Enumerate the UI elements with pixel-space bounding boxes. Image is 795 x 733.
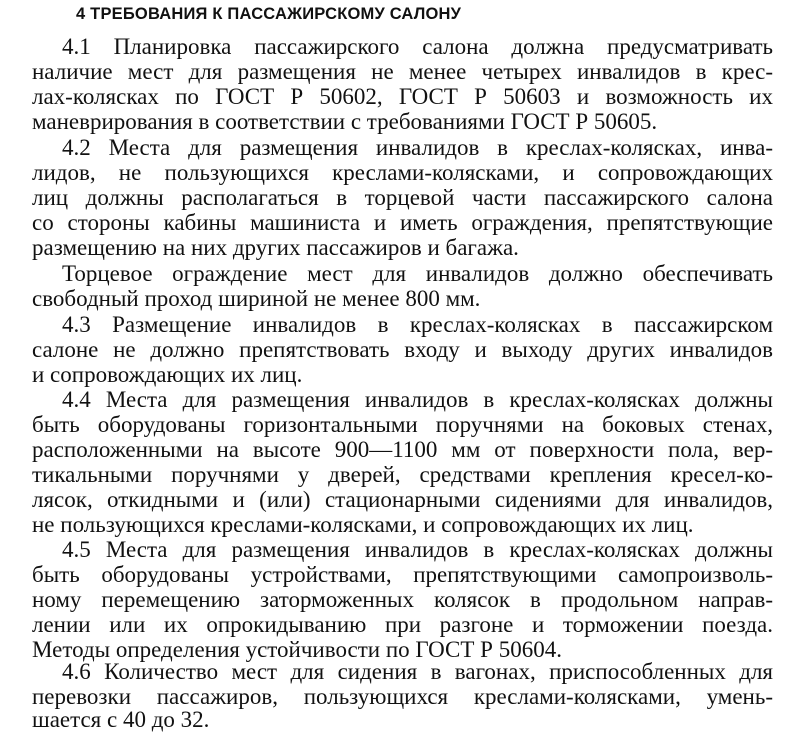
section-heading: 4 ТРЕБОВАНИЯ К ПАССАЖИРСКОМУ САЛОНУ (76, 5, 462, 23)
paragraph-4-5-line-5: Методы определения устойчивости по ГОСТ Р 50604. (32, 637, 562, 662)
paragraph-4-4-line-2: быть оборудованы горизонтальными поручнями на боковых стенах, (32, 412, 773, 437)
paragraph-4-6-line-2: перевозки пассажиров, пользующихся креслами-колясками, умень- (32, 684, 773, 709)
paragraph-4-5-line-3: ному перемещению заторможенных колясок в продольном направ- (32, 587, 773, 612)
paragraph-4-2-line-4: со стороны кабины машиниста и иметь ограждения, препятствующие (32, 210, 773, 235)
paragraph-4-4-line-6: не пользующихся креслами-колясками, и сопровождающих их лиц. (32, 512, 694, 537)
paragraph-4-5-line-2: быть оборудованы устройствами, препятствующими самопроизволь- (32, 562, 773, 587)
paragraph-4-5-line-4: лении или их опрокидыванию при разгоне и торможении поезда. (32, 612, 773, 637)
paragraph-4-1-line-1: 4.1 Планировка пассажирского салона должна предусматривать (62, 34, 773, 59)
paragraph-4-3-line-1: 4.3 Размещение инвалидов в креслах-колясках в пассажирском (62, 312, 773, 337)
paragraph-4-4-line-3: расположенными на высоте 900—1100 мм от поверхности пола, вер- (32, 437, 773, 462)
paragraph-4-4-line-1: 4.4 Места для размещения инвалидов в креслах-колясках должны (62, 387, 773, 412)
paragraph-4-6-line-3: шается с 40 до 32. (32, 707, 210, 732)
paragraph-4-2-line-5: размещению на них других пассажиров и багажа. (32, 235, 519, 260)
paragraph-4-2-line-3: лиц должны располагаться в торцевой части пассажирского салона (32, 185, 773, 210)
paragraph-4-4-line-4: тикальными поручнями у дверей, средствами крепления кресел-ко- (32, 462, 773, 487)
paragraph-4-5-line-1: 4.5 Места для размещения инвалидов в креслах-колясках должны (62, 537, 773, 562)
paragraph-4-1-line-2: наличие мест для размещения не менее четырех инвалидов в крес- (32, 59, 773, 84)
paragraph-4-3-line-3: и сопровождающих их лиц. (32, 362, 303, 387)
paragraph-4-1-line-3: лах-колясках по ГОСТ Р 50602, ГОСТ Р 50603 и возможность их (32, 84, 773, 109)
paragraph-4-1-line-4: маневрирования в соответствии с требованиями ГОСТ Р 50605. (32, 109, 658, 134)
paragraph-4-3-line-2: салоне не должно препятствовать входу и выходу других инвалидов (32, 337, 773, 362)
paragraph-4-2-line-2: лидов, не пользующихся креслами-колясками, и сопровождающих (32, 160, 773, 185)
paragraph-4-2-line-1: 4.2 Места для размещения инвалидов в креслах-колясках, инва- (62, 135, 773, 160)
paragraph-4-4-line-5: лясок, откидными и (или) стационарными сидениями для инвалидов, (32, 487, 773, 512)
paragraph-fence-line-1: Торцевое ограждение мест для инвалидов должно обеспечивать (62, 261, 773, 286)
paragraph-4-6-line-1: 4.6 Количество мест для сидения в вагонах, приспособленных для (62, 659, 773, 684)
paragraph-fence-line-2: свободный проход шириной не менее 800 мм. (32, 286, 481, 311)
